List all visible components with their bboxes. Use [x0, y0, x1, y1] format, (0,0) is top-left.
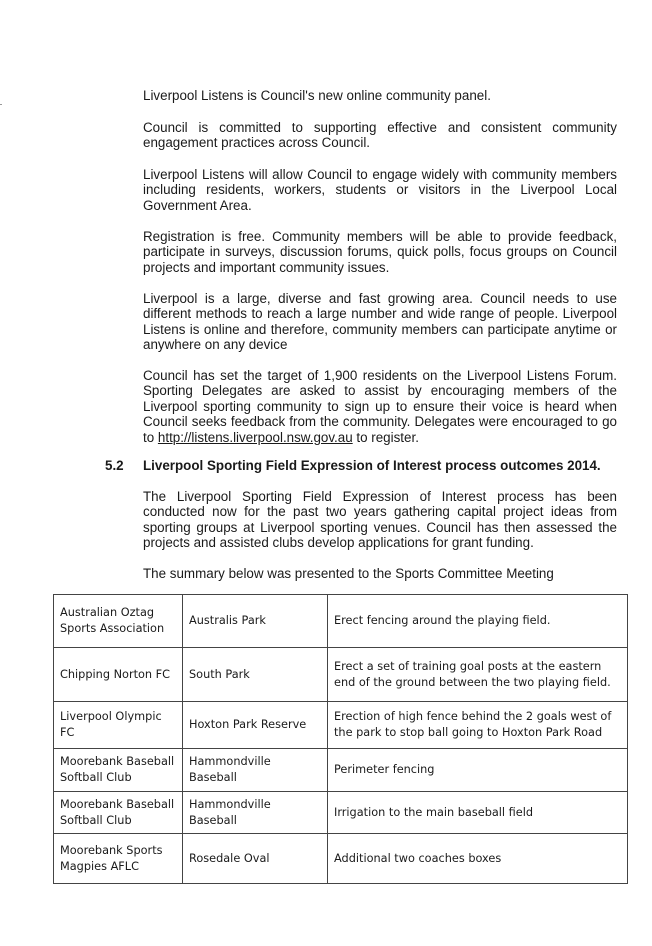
table-row — [54, 595, 628, 648]
summary-line: The summary below was presented to the Sports Committee Meeting — [143, 566, 554, 581]
section-number: 5.2 — [105, 458, 124, 473]
eoi-summary-table — [53, 594, 628, 884]
project-cell: Additional two coaches boxes — [328, 834, 628, 884]
table-row — [54, 648, 628, 702]
target-after-link: to register. — [352, 429, 419, 445]
table-row — [54, 792, 628, 834]
venue-cell: Rosedale Oval — [183, 834, 328, 884]
venue-cell: Australis Park — [183, 595, 328, 648]
paragraph-intro: Liverpool Listens is Council's new online community panel. — [143, 88, 491, 103]
venue-cell: South Park — [183, 648, 328, 702]
paragraph-diversity: Liverpool is a large, diverse and fast growing area. Council needs to use different methods to reach a large number and wide range of people. Liverpool Listens is online and therefore, community members can participate anytime or anywhere on any device — [143, 291, 617, 353]
club-cell: Australian Oztag Sports Association — [54, 595, 183, 648]
listens-link[interactable]: http://listens.liverpool.nsw.gov.au — [157, 429, 353, 445]
club-cell: Chipping Norton FC — [54, 648, 183, 702]
paragraph-engagement: Liverpool Listens will allow Council to engage widely with community members including residents, workers, students or visitors in the Liverpool Local Government Area. — [143, 167, 617, 213]
paragraph-registration: Registration is free. Community members will be able to provide feedback, participate in surveys, discussion forums, quick polls, focus groups on Council projects and important community issues. — [143, 229, 617, 275]
section-title: Liverpool Sporting Field Expression of Interest process outcomes 2014. — [143, 458, 601, 473]
venue-cell: Hammondville Baseball — [183, 749, 328, 792]
project-cell: Irrigation to the main baseball field — [328, 792, 628, 834]
venue-cell: Hoxton Park Reserve — [183, 702, 328, 749]
section-intro: The Liverpool Sporting Field Expression of Interest process has been conducted now for the past two years gathering capital project ideas from sporting groups at Liverpool sporting venues. Council has then assessed the projects and assisted clubs develop applications for grant funding. — [143, 489, 617, 551]
paragraph-target — [143, 368, 617, 445]
table-row — [54, 702, 628, 749]
venue-cell: Hammondville Baseball — [183, 792, 328, 834]
club-cell: Liverpool Olympic FC — [54, 702, 183, 749]
project-cell: Perimeter fencing — [328, 749, 628, 792]
target-text: Council has set the target of 1,900 residents on the Liverpool Listens Forum. Sporting Delegates are asked to assist by encouraging members of the Liverpool sporting community to sign up to ensure their voice is heard when Council seeks feedback from the community. Delegates were encouraged to go to — [143, 368, 617, 445]
project-cell: Erect a set of training goal posts at the eastern end of the ground between the two playing field. — [328, 648, 628, 702]
table-row — [54, 834, 628, 884]
club-cell: Moorebank Baseball Softball Club — [54, 749, 183, 792]
club-cell: Moorebank Baseball Softball Club — [54, 792, 183, 834]
project-cell: Erect fencing around the playing field. — [328, 595, 628, 648]
club-cell: Moorebank Sports Magpies AFLC — [54, 834, 183, 884]
project-cell: Erection of high fence behind the 2 goals west of the park to stop ball going to Hoxton Park Road — [328, 702, 628, 749]
table-row — [54, 749, 628, 792]
paragraph-commitment: Council is committed to supporting effective and consistent community engagement practices across Council. — [143, 120, 617, 151]
margin-mark — [0, 104, 2, 105]
